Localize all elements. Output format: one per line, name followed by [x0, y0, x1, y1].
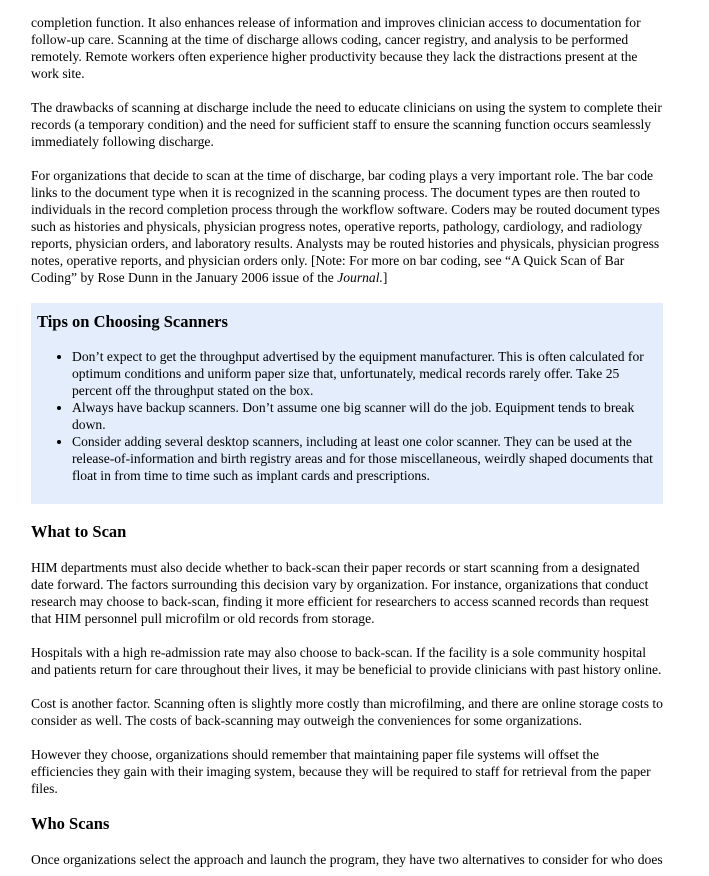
journal-title: Journal. — [337, 270, 383, 285]
tip-item-desktop-scanners: • Consider adding several desktop scanners, including at least one color scanner. They can be used at the release-of-information and birth registry areas and for those miscellaneous, weirdly shaped documents that float in from time to time such as implant cards and prescriptions. — [72, 433, 657, 484]
paragraph-drawbacks: The drawbacks of scanning at discharge include the need to educate clinicians on using the system to complete their records (a temporary condition) and the need for sufficient staff to ensure the scanning function occurs seamlessly immediately following discharge. — [31, 100, 662, 149]
tip-item-backup-scanners: • Always have backup scanners. Don’t assume one big scanner will do the job. Equipment tends to break down. — [72, 399, 657, 433]
section-heading-who-scans: Who Scans — [31, 814, 110, 833]
paragraph-paper-files: However they choose, organizations should remember that maintaining paper file systems will offset the efficiencies they gain with their imaging system, because they will be required to staff for retrieval from the paper files. — [31, 747, 651, 796]
tips-sidebar-box — [31, 303, 663, 504]
paragraph-remote-scanning: completion function. It also enhances release of information and improves clinician access to documentation for follow-up care. Scanning at the time of discharge allows coding, cancer registry, and analysis to be performed remotely. Remote workers often experience higher productivity because they lack the distractions present at the work site. — [31, 15, 641, 81]
tips-heading: Tips on Choosing Scanners — [37, 312, 228, 331]
bar-coding-close-bracket: ] — [382, 270, 388, 285]
paragraph-bar-coding — [31, 167, 663, 286]
bar-coding-text: For organizations that decide to scan at the time of discharge, bar coding plays a very important role. The bar code links to the document type when it is recognized in the scanning process. The document types are then routed to individuals in the record completion process through the workflow software. Coders may be routed document types such as histories and physicals, physician progress notes, operative reports, pathology, cardiology, and radiology reports, physician orders, and laboratory results. Analysts may be routed histories and physicals, physician progress notes, operative reports, and physician orders only. [Note: For more on bar coding, see “A Quick Scan of Bar Coding” by Rose Dunn in the January 2006 issue of the — [31, 168, 660, 285]
tips-list — [37, 348, 657, 484]
paragraph-readmission: Hospitals with a high re-admission rate may also choose to back-scan. If the facility is a sole community hospital and patients return for care throughout their lives, it may be beneficial to provide clinicians with past history online. — [31, 645, 662, 677]
paragraph-cost: Cost is another factor. Scanning often is slightly more costly than microfilming, and there are online storage costs to consider as well. The costs of back-scanning may outweigh the conveniences for some organizations. — [31, 696, 663, 728]
section-heading-what-to-scan: What to Scan — [31, 522, 127, 541]
tip-item-throughput: • Don’t expect to get the throughput advertised by the equipment manufacturer. This is often calculated for optimum conditions and uniform paper size that, unfortunately, medical records rarely offer. Take 25 percent off the throughput stated on the box. — [72, 348, 657, 399]
paragraph-back-scan-decision: HIM departments must also decide whether to back-scan their paper records or start scanning from a designated date forward. The factors surrounding this decision vary by organization. For instance, organizations that conduct research may choose to back-scan, finding it more efficient for researchers to access scanned records than request that HIM personnel pull microfilm or old records from storage. — [31, 560, 649, 626]
paragraph-who-scans: Once organizations select the approach and launch the program, they have two alternatives to consider for who does — [31, 852, 663, 867]
